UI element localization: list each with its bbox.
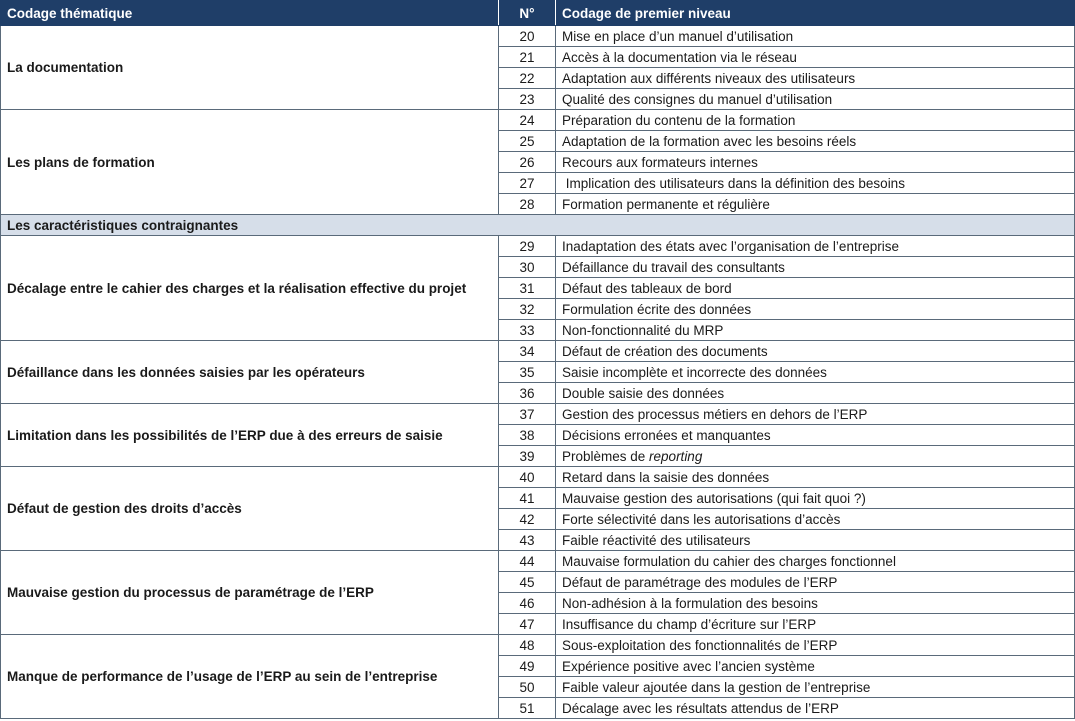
code-text [556, 572, 1075, 593]
table-row [1, 404, 1075, 425]
table-body-a [1, 26, 1075, 215]
code-number: 23 [499, 89, 556, 110]
code-text-main: Décisions erronées et manquantes [562, 427, 771, 443]
code-text [556, 383, 1075, 404]
code-text [556, 89, 1075, 110]
code-text [556, 362, 1075, 383]
code-number: 33 [499, 320, 556, 341]
code-text [556, 425, 1075, 446]
code-text-main: Retard dans la saisie des données [562, 469, 770, 485]
code-text-main: Saisie incomplète et incorrecte des données [562, 364, 827, 380]
code-number: 48 [499, 635, 556, 656]
code-number: 26 [499, 152, 556, 173]
code-number: 35 [499, 362, 556, 383]
code-text [556, 404, 1075, 425]
code-number: 32 [499, 299, 556, 320]
code-number: 43 [499, 530, 556, 551]
code-number: 38 [499, 425, 556, 446]
code-text-main: Qualité des consignes du manuel d’utilisation [562, 91, 833, 107]
code-text-main: Adaptation de la formation avec les besoins réels [562, 133, 857, 149]
code-text [556, 656, 1075, 677]
code-number: 39 [499, 446, 556, 467]
table-row [1, 467, 1075, 488]
code-text-main: Expérience positive avec l’ancien système [562, 658, 815, 674]
code-number: 40 [499, 467, 556, 488]
code-text [556, 236, 1075, 257]
header-num: N° [499, 1, 556, 26]
code-number: 47 [499, 614, 556, 635]
code-text [556, 320, 1075, 341]
code-number: 49 [499, 656, 556, 677]
code-text-italic: reporting [649, 448, 703, 464]
code-text [556, 68, 1075, 89]
code-number: 29 [499, 236, 556, 257]
code-number: 46 [499, 593, 556, 614]
code-number: 36 [499, 383, 556, 404]
code-text [556, 110, 1075, 131]
code-text [556, 614, 1075, 635]
code-number: 22 [499, 68, 556, 89]
section-row [1, 215, 1075, 236]
code-number: 20 [499, 26, 556, 47]
code-text [556, 551, 1075, 572]
code-text-main: Implication des utilisateurs dans la définition des besoins [562, 175, 905, 191]
code-text [556, 446, 1075, 467]
code-text [556, 698, 1075, 719]
theme-cell: Limitation dans les possibilités de l’ERP due à des erreurs de saisie [1, 404, 499, 467]
code-text-main: Faible réactivité des utilisateurs [562, 532, 751, 548]
code-text [556, 467, 1075, 488]
code-text-main: Défaut de création des documents [562, 343, 768, 359]
code-text [556, 257, 1075, 278]
code-text-main: Sous-exploitation des fonctionnalités de l’ERP [562, 637, 838, 653]
theme-cell: La documentation [1, 26, 499, 110]
code-number: 30 [499, 257, 556, 278]
theme-cell: Défaillance dans les données saisies par les opérateurs [1, 341, 499, 404]
code-text-main: Inadaptation des états avec l’organisation de l’entreprise [562, 238, 899, 254]
code-number: 50 [499, 677, 556, 698]
code-number: 37 [499, 404, 556, 425]
code-number: 27 [499, 173, 556, 194]
code-text-main: Préparation du contenu de la formation [562, 112, 796, 128]
code-number: 25 [499, 131, 556, 152]
header-code: Codage de premier niveau [556, 1, 1075, 26]
code-text [556, 173, 1075, 194]
theme-cell: Manque de performance de l’usage de l’ERP au sein de l’entreprise [1, 635, 499, 719]
code-text [556, 152, 1075, 173]
code-text [556, 677, 1075, 698]
code-text [556, 509, 1075, 530]
code-text [556, 593, 1075, 614]
code-text [556, 26, 1075, 47]
code-number: 42 [499, 509, 556, 530]
theme-cell: Mauvaise gestion du processus de paramétrage de l’ERP [1, 551, 499, 635]
code-text-main: Formulation écrite des données [562, 301, 752, 317]
table-header-row [1, 1, 1075, 26]
table-row [1, 110, 1075, 131]
code-text [556, 530, 1075, 551]
code-text-main: Non-adhésion à la formulation des besoins [562, 595, 818, 611]
code-text-main: Problèmes de [562, 448, 650, 464]
theme-cell: Les plans de formation [1, 110, 499, 215]
table-row [1, 26, 1075, 47]
code-text-main: Recours aux formateurs internes [562, 154, 758, 170]
section-label: Les caractéristiques contraignantes [1, 215, 1075, 236]
code-number: 28 [499, 194, 556, 215]
code-text [556, 131, 1075, 152]
code-text-main: Formation permanente et régulière [562, 196, 770, 212]
code-text-main: Adaptation aux différents niveaux des utilisateurs [562, 70, 856, 86]
code-text-main: Double saisie des données [562, 385, 725, 401]
table-row [1, 635, 1075, 656]
code-text-main: Faible valeur ajoutée dans la gestion de l’entreprise [562, 679, 871, 695]
code-text-main: Défaut des tableaux de bord [562, 280, 732, 296]
code-text-main: Accès à la documentation via le réseau [562, 49, 797, 65]
code-text [556, 194, 1075, 215]
code-number: 24 [499, 110, 556, 131]
code-text-main: Mauvaise gestion des autorisations (qui fait quoi ?) [562, 490, 866, 506]
code-number: 41 [499, 488, 556, 509]
code-number: 21 [499, 47, 556, 68]
table-row [1, 236, 1075, 257]
code-text [556, 341, 1075, 362]
code-text [556, 278, 1075, 299]
code-number: 44 [499, 551, 556, 572]
theme-cell: Décalage entre le cahier des charges et la réalisation effective du projet [1, 236, 499, 341]
code-text-main: Décalage avec les résultats attendus de l’ERP [562, 700, 839, 716]
code-number: 31 [499, 278, 556, 299]
table-body-b [1, 236, 1075, 719]
code-text-main: Non-fonctionnalité du MRP [562, 322, 724, 338]
code-text-main: Défaut de paramétrage des modules de l’ERP [562, 574, 838, 590]
table-row [1, 341, 1075, 362]
code-number: 51 [499, 698, 556, 719]
code-text-main: Mise en place d’un manuel d’utilisation [562, 28, 794, 44]
code-text-main: Forte sélectivité dans les autorisations d’accès [562, 511, 841, 527]
code-text-main: Gestion des processus métiers en dehors de l’ERP [562, 406, 868, 422]
table-row [1, 551, 1075, 572]
theme-cell: Défaut de gestion des droits d’accès [1, 467, 499, 551]
code-text-main: Défaillance du travail des consultants [562, 259, 785, 275]
code-text [556, 47, 1075, 68]
code-text [556, 635, 1075, 656]
header-theme: Codage thématique [1, 1, 499, 26]
code-text [556, 299, 1075, 320]
code-number: 45 [499, 572, 556, 593]
code-text-main: Mauvaise formulation du cahier des charges fonctionnel [562, 553, 896, 569]
code-text-main: Insuffisance du champ d’écriture sur l’ERP [562, 616, 817, 632]
code-text [556, 488, 1075, 509]
code-number: 34 [499, 341, 556, 362]
